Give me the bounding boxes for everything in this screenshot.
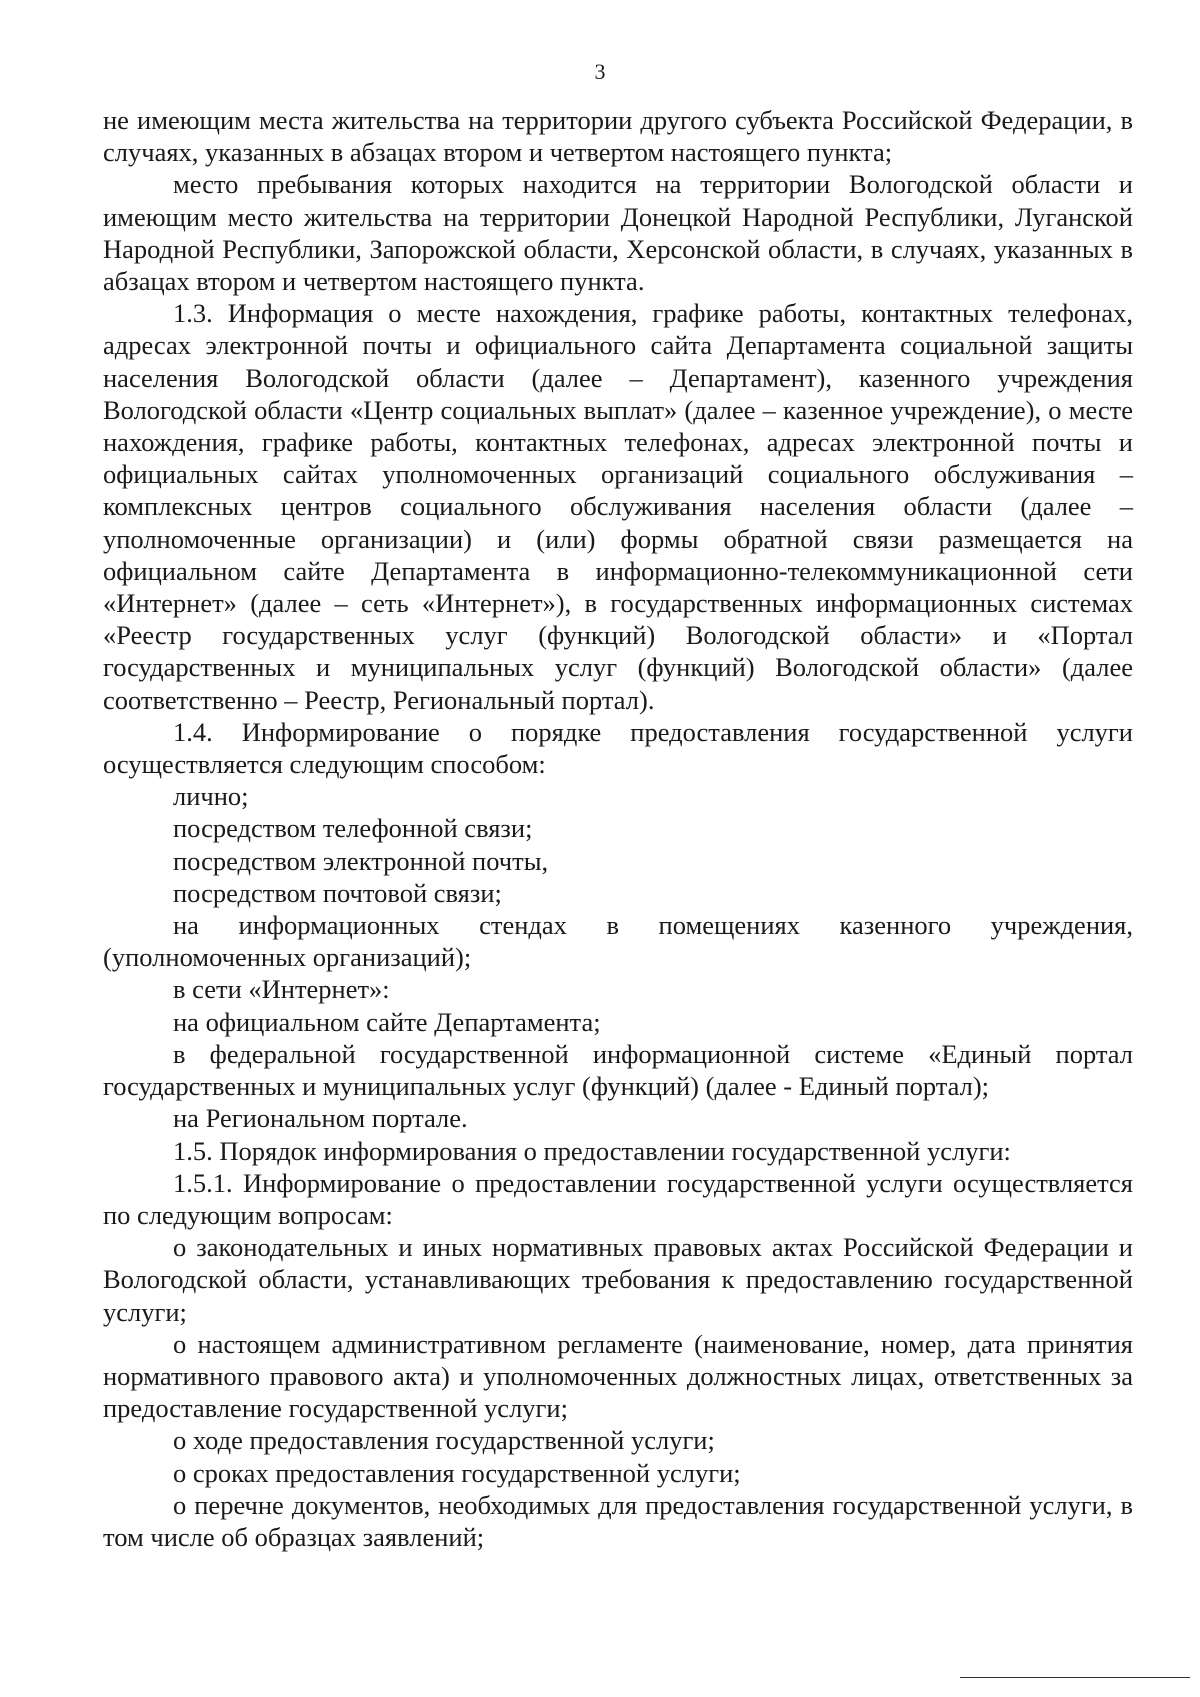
paragraph: в федеральной государственной информационной системе «Единый портал государственных и муниципальных услуг (функций) (далее - Единый портал);: [103, 1038, 1133, 1102]
paragraph: о законодательных и иных нормативных правовых актах Российской Федерации и Вологодской области, устанавливающих требования к предоставлению государственной услуги;: [103, 1232, 1133, 1327]
paragraph: не имеющим места жительства на территории другого субъекта Российской Федерации, в случаях, указанных в абзацах втором и четвертом настоящего пункта;: [103, 105, 1133, 168]
paragraph: о ходе предоставления государственной услуги;: [173, 1425, 715, 1456]
document-body: [103, 104, 1133, 1553]
paragraph: 1.3. Информация о месте нахождения, графике работы, контактных телефонах, адресах электронной почты и официального сайта Департамента социальной защиты населения Вологодской области (далее – Департамент), казенного учреждения Вологодской области «Центр социальных выплат» (далее – казенное учреждение), о месте нахождения, графике работы, контактных телефонах, адресах электронной почты и официальных сайтах уполномоченных организаций социального обслуживания – комплексных центров социального обслуживания населения области (далее – уполномоченные организации) и (или) формы обратной связи размещается на официальном сайте Департамента в информационно-телекоммуникационной сети «Интернет» (далее – сеть «Интернет»), в государственных информационных системах «Реестр государственных услуг (функций) Вологодской области» и «Портал государственных и муниципальных услуг (функций) Вологодской области» (далее соответственно – Реестр, Региональный портал).: [103, 298, 1133, 715]
paragraph: о сроках предоставления государственной услуги;: [173, 1457, 741, 1488]
paragraph: посредством телефонной связи;: [173, 813, 533, 844]
paragraph: 1.4. Информирование о порядке предоставления государственной услуги осуществляется следующим способом:: [103, 716, 1133, 780]
paragraph: 1.5.1. Информирование о предоставлении государственной услуги осуществляется по следующим вопросам:: [103, 1167, 1133, 1230]
paragraph: о перечне документов, необходимых для предоставления государственной услуги, в том числе об образцах заявлений;: [103, 1489, 1133, 1552]
page-number: 3: [594, 59, 606, 84]
paragraph: 1.5. Порядок информирования о предоставлении государственной услуги:: [173, 1135, 1011, 1166]
paragraph: лично;: [173, 781, 249, 812]
paragraph: на информационных стендах в помещениях казенного учреждения, (уполномоченных организаций);: [103, 910, 1133, 973]
paragraph: на Региональном портале.: [173, 1103, 468, 1134]
paragraph: о настоящем административном регламенте (наименование, номер, дата принятия нормативного правового акта) и уполномоченных должностных лицах, ответственных за предоставление государственной услуги;: [103, 1328, 1133, 1424]
paragraph: в сети «Интернет»:: [173, 974, 390, 1005]
paragraph: место пребывания которых находится на территории Вологодской области и имеющим место жительства на территории Донецкой Народной Республики, Луганской Народной Республики, Запорожской области, Херсонской области, в случаях, указанных в абзацах втором и четвертом настоящего пункта.: [103, 169, 1133, 297]
paragraph: на официальном сайте Департамента;: [173, 1006, 601, 1037]
paragraph: посредством электронной почты,: [173, 845, 549, 876]
paragraph: посредством почтовой связи;: [173, 877, 502, 908]
footer-rule: [960, 1677, 1190, 1678]
